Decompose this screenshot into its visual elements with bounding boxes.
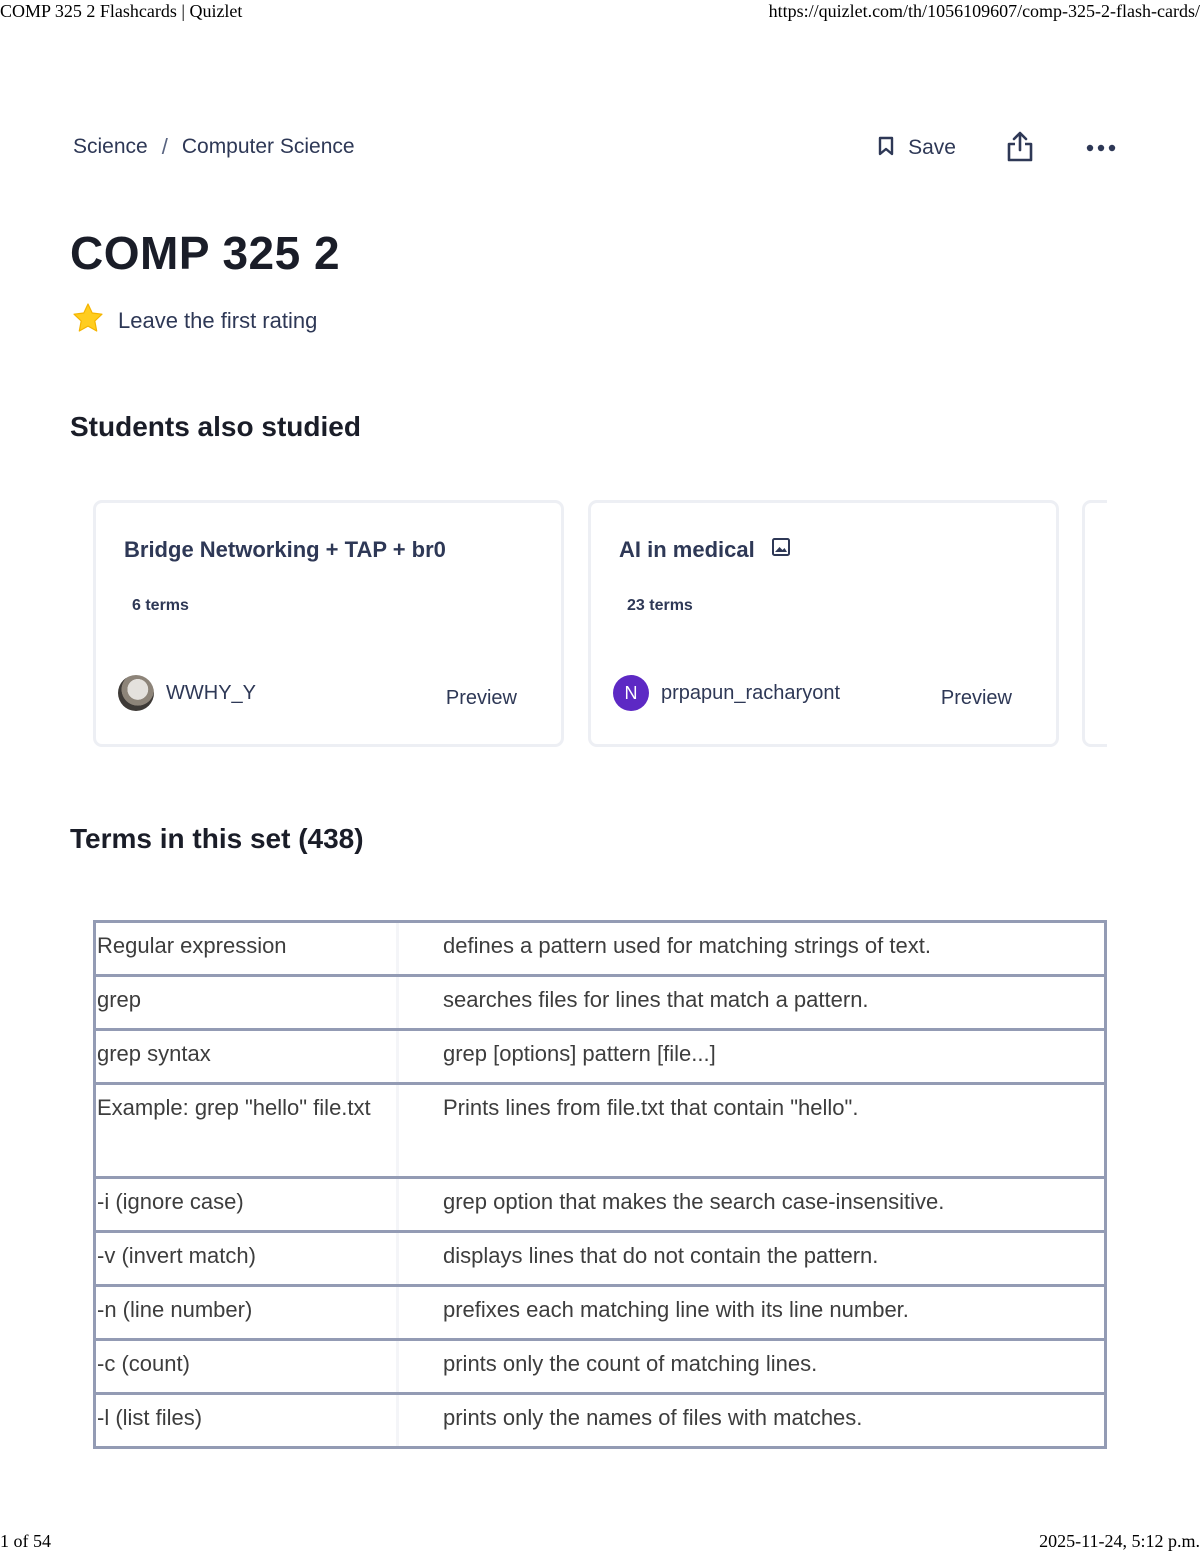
related-set-card-partial[interactable]: [1082, 500, 1107, 747]
related-set-title-text: Bridge Networking + TAP + br0: [124, 537, 446, 562]
term-cell: Regular expression: [95, 922, 398, 976]
definition-cell: Prints lines from file.txt that contain "hello".: [398, 1084, 1106, 1178]
definition-cell: prints only the count of matching lines.: [398, 1340, 1106, 1394]
table-row: [95, 1340, 1106, 1394]
share-icon: [1006, 130, 1034, 167]
image-icon: [771, 537, 791, 563]
term-cell: grep: [95, 976, 398, 1030]
breadcrumb-science[interactable]: Science: [73, 135, 148, 158]
rating-label: Leave the first rating: [118, 307, 318, 333]
students-also-studied-title: Students also studied: [70, 411, 361, 442]
avatar: [118, 675, 154, 711]
save-label: Save: [908, 136, 956, 159]
term-cell: Example: grep "hello" file.txt: [95, 1084, 398, 1178]
preview-button[interactable]: Preview: [940, 687, 1012, 709]
set-toolbar: [878, 126, 1116, 170]
related-set-author[interactable]: [613, 675, 840, 711]
breadcrumb-computer-science[interactable]: Computer Science: [181, 135, 355, 158]
page-indicator: 1 of 54: [0, 1531, 51, 1551]
related-set-title-text: AI in medical: [619, 537, 755, 562]
more-icon: [1086, 139, 1116, 157]
term-cell: -i (ignore case): [95, 1178, 398, 1232]
print-timestamp: 2025-11-24, 5:12 p.m.: [1039, 1531, 1200, 1551]
table-row: [95, 1178, 1106, 1232]
related-set-term-count: 6 terms: [132, 597, 189, 614]
term-cell: -n (line number): [95, 1286, 398, 1340]
print-footer: [0, 1530, 1200, 1553]
star-icon: [72, 302, 104, 339]
table-row: [95, 1232, 1106, 1286]
term-cell: -l (list files): [95, 1394, 398, 1448]
more-options-button[interactable]: [1086, 139, 1116, 157]
bookmark-icon: [878, 136, 894, 161]
term-cell: -c (count): [95, 1340, 398, 1394]
term-cell: grep syntax: [95, 1030, 398, 1084]
table-row: [95, 1030, 1106, 1084]
breadcrumb: [73, 134, 355, 160]
definition-cell: grep option that makes the search case-insensitive.: [398, 1178, 1106, 1232]
definition-cell: prefixes each matching line with its line number.: [398, 1286, 1106, 1340]
related-set-term-count: 23 terms: [627, 597, 693, 614]
preview-button[interactable]: Preview: [445, 687, 517, 709]
table-row: [95, 1084, 1106, 1178]
save-button[interactable]: [878, 136, 956, 161]
print-page-title: COMP 325 2 Flashcards | Quizlet: [0, 1, 243, 21]
related-set-title: [619, 537, 791, 563]
related-set-card[interactable]: [588, 500, 1059, 747]
table-row: [95, 922, 1106, 976]
related-set-title: [124, 537, 446, 563]
share-button[interactable]: [1006, 130, 1034, 167]
definition-cell: searches files for lines that match a pattern.: [398, 976, 1106, 1030]
table-row: [95, 1286, 1106, 1340]
related-set-author[interactable]: [118, 675, 256, 711]
author-name: WWHY_Y: [166, 681, 256, 704]
author-name: prpapun_racharyont: [661, 681, 841, 704]
definition-cell: grep [options] pattern [file...]: [398, 1030, 1106, 1084]
related-sets-carousel: [93, 500, 1107, 750]
terms-table: [93, 920, 1107, 1449]
table-row: [95, 976, 1106, 1030]
terms-in-set-title: Terms in this set (438): [70, 823, 364, 854]
breadcrumb-separator: /: [161, 134, 168, 159]
print-header: [0, 0, 1200, 26]
definition-cell: displays lines that do not contain the pattern.: [398, 1232, 1106, 1286]
rating-link[interactable]: [72, 302, 317, 339]
print-url: https://quizlet.com/th/1056109607/comp-325-2-flash-cards/: [768, 1, 1200, 21]
table-row: [95, 1394, 1106, 1448]
page-title: COMP 325 2: [70, 227, 341, 279]
definition-cell: defines a pattern used for matching strings of text.: [398, 922, 1106, 976]
term-cell: -v (invert match): [95, 1232, 398, 1286]
related-set-card[interactable]: [93, 500, 564, 747]
avatar: N: [613, 675, 649, 711]
definition-cell: prints only the names of files with matches.: [398, 1394, 1106, 1448]
